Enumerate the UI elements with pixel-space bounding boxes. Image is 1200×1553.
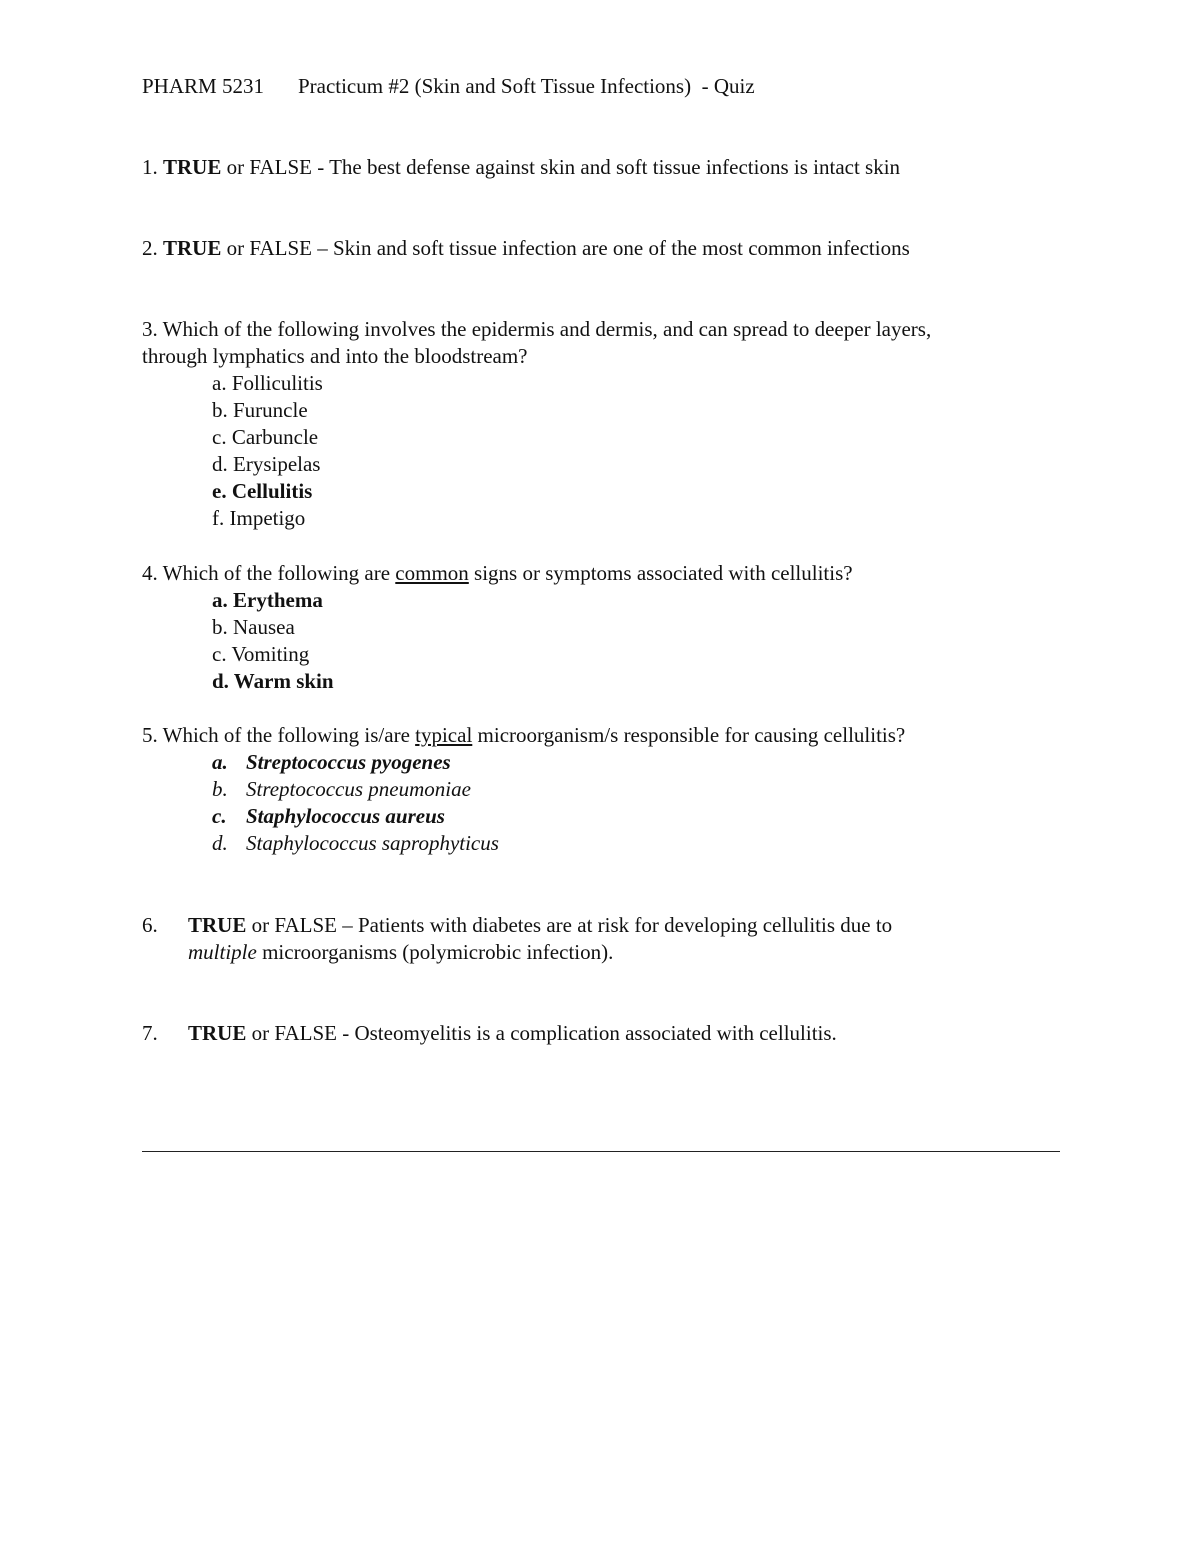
option-a-correct: a. Erythema	[212, 588, 323, 612]
question-number: 2.	[142, 236, 158, 260]
question-7-text	[188, 1020, 837, 1047]
question-text: signs or symptoms associated with cellulitis?	[468, 561, 853, 585]
question-5-text	[142, 722, 905, 749]
option-d: d. Erysipelas	[212, 452, 321, 476]
question-7-number: 7.	[142, 1021, 158, 1045]
question-text: or FALSE - The best defense against skin and soft tissue infections is intact skin	[221, 155, 901, 179]
question-text: 5. Which of the following is/are	[142, 723, 416, 747]
option-b	[212, 776, 471, 803]
question-3-text-line2: through lymphatics and into the bloodstream?	[142, 344, 528, 368]
question-1	[142, 154, 900, 181]
question-3-text-line1: 3. Which of the following involves the epidermis and dermis, and can spread to deeper layers,	[142, 317, 932, 341]
answer-true: TRUE	[163, 236, 222, 260]
option-c: c. Vomiting	[212, 642, 310, 666]
question-6-line2	[188, 939, 613, 966]
horizontal-divider	[142, 1151, 1060, 1152]
question-text: or FALSE - Osteomyelitis is a complication associated with cellulitis.	[246, 1021, 837, 1045]
option-b: b. Furuncle	[212, 398, 308, 422]
underlined-word: common	[395, 561, 469, 585]
underlined-word: typical	[415, 723, 473, 747]
option-f: f. Impetigo	[212, 506, 306, 530]
answer-true: TRUE	[163, 155, 222, 179]
option-label: Streptococcus pneumoniae	[246, 777, 471, 801]
option-letter: a.	[212, 750, 228, 774]
option-label: Staphylococcus aureus	[246, 804, 445, 828]
option-a: a. Folliculitis	[212, 371, 323, 395]
answer-true: TRUE	[188, 913, 247, 937]
question-text: or FALSE – Skin and soft tissue infection are one of the most common infections	[221, 236, 910, 260]
question-6-number: 6.	[142, 913, 158, 937]
option-c: c. Carbuncle	[212, 425, 319, 449]
italic-word: multiple	[188, 940, 257, 964]
question-text: or FALSE – Patients with diabetes are at risk for developing cellulitis due to	[246, 913, 893, 937]
question-text: microorganism/s responsible for causing cellulitis?	[472, 723, 906, 747]
question-number: 1.	[142, 155, 158, 179]
course-code: PHARM 5231	[142, 74, 264, 98]
question-6-line1	[188, 912, 892, 939]
answer-true: TRUE	[188, 1021, 247, 1045]
option-d	[212, 830, 499, 857]
option-letter: d.	[212, 831, 228, 855]
option-label: Streptococcus pyogenes	[246, 750, 451, 774]
question-text: 4. Which of the following are	[142, 561, 396, 585]
header-line	[142, 73, 755, 100]
option-label: Staphylococcus saprophyticus	[246, 831, 499, 855]
quiz-title: Practicum #2 (Skin and Soft Tissue Infections) - Quiz	[297, 74, 755, 98]
option-letter: c.	[212, 804, 227, 828]
option-c-correct	[212, 803, 445, 830]
option-a-correct	[212, 749, 451, 776]
option-letter: b.	[212, 777, 228, 801]
option-d-correct: d. Warm skin	[212, 669, 334, 693]
option-b: b. Nausea	[212, 615, 295, 639]
question-text: microorganisms (polymicrobic infection).	[256, 940, 614, 964]
question-2	[142, 235, 910, 262]
option-e-correct: e. Cellulitis	[212, 479, 313, 503]
question-4-text	[142, 560, 853, 587]
